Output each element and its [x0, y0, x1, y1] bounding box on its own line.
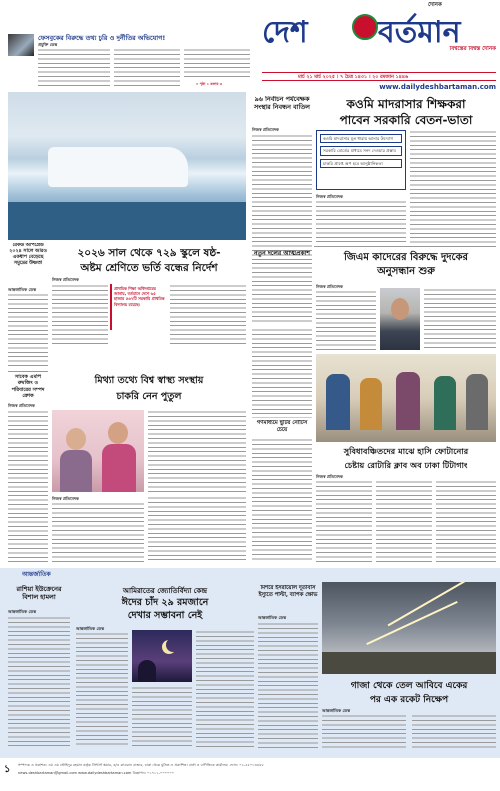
jiaul-byline: নিজস্ব প্রতিবেদক — [316, 284, 343, 289]
school-quote-text: প্রাথমিক শিক্ষা অধিদপ্তরের জানায়, বর্তমানে দেশে ৬৫ হাজার ৫৬৭টি সরকারি প্রাথমিক বিদ্যালয় রয়েছে। — [114, 286, 165, 307]
election-text — [252, 134, 312, 322]
middle-text-col — [252, 328, 312, 418]
footer-imprint-2: news.deshbartaman@gmail.com www.dailydeshbartaman.com বিজ্ঞাপন: ০১৭১১-০০০০০০ — [18, 771, 174, 775]
top-left-text-col2 — [114, 48, 180, 86]
putul-photo — [52, 410, 144, 492]
gaza-byline: আন্তর্জাতিক ডেস্ক — [322, 708, 350, 713]
egypt-text — [258, 622, 318, 748]
eid-byline: আন্তর্জাতিক ডেস্ক — [76, 626, 104, 631]
refinery-text — [8, 293, 48, 369]
putul-byline: নিজস্ব প্রতিবেদক — [52, 496, 79, 501]
putul-text-col2 — [148, 410, 246, 492]
qawmi-headline-1: কওমি মাদরাসার শিক্ষকরা — [346, 97, 466, 110]
russia-byline: আন্তর্জাতিক ডেস্ক — [8, 609, 36, 614]
international-label: আন্তর্জাতিক — [22, 571, 51, 578]
rotary-text-col2 — [376, 480, 432, 562]
jiaul-headline-1: জিএম কাদেরের বিরুদ্ধে দুদকের — [343, 252, 469, 263]
school-headline-2: অষ্টম শ্রেণিতে ভর্তি বন্ধের নির্দেশ — [80, 262, 218, 274]
gazipur-byline: নিজস্ব প্রতিবেদক — [8, 403, 35, 408]
masthead-date: মার্চ ২১ মার্চ ২০২৫ । ৭ চৈত্র ১৪৩১ । ২০ রমজান ১৪৪৬ — [298, 75, 408, 80]
putul-headline-2: চাকরি নেন পুতুল — [116, 391, 182, 402]
jiaul-text-col1 — [316, 290, 376, 350]
jiaul-portrait — [380, 288, 420, 350]
school-headline-1: ২০২৬ সাল থেকে ৭২৯ স্কুলে ষষ্ঠ- — [77, 247, 221, 259]
masthead-name-a: দেশ — [262, 15, 308, 50]
qawmi-byline: নিজস্ব প্রতিবেদক — [316, 194, 343, 199]
eid-headline-1: আমিরাতের জ্যোতির্বিদ্যা কেন্দ্র — [122, 587, 208, 595]
qawmi-text-left — [316, 200, 406, 244]
election-byline: নিজস্ব প্রতিবেদক — [252, 127, 279, 132]
jiaul-headline-2: অনুসন্ধান শুরু — [377, 266, 435, 277]
egypt-headline: মিশরে ইসরায়েলি দূতাবাস ইস্যুতে পাল্টা, ব্যাপক ক্ষোভ — [258, 585, 318, 598]
egypt-byline: আন্তর্জাতিক ডেস্ক — [258, 615, 286, 620]
divider — [8, 371, 48, 372]
rotary-photo — [316, 354, 496, 442]
new-party-headline: নতুন দলের আত্মপ্রকাশ — [254, 250, 310, 257]
jiaul-text-col3 — [424, 288, 496, 350]
eid-headline-3: দেখার সম্ভাবনা নেই — [127, 610, 203, 621]
eid-text-col3 — [196, 630, 254, 748]
top-left-byline: প্রযুক্তি ডেস্ক — [38, 42, 58, 47]
masthead-title — [262, 6, 494, 50]
gaza-headline-1: গাজা থেকে তেল আবিবে একের — [350, 681, 468, 691]
gaza-rocket-photo — [322, 582, 496, 674]
top-left-text-col3 — [184, 48, 250, 80]
putul-text-col1b — [52, 502, 144, 562]
putul-text-col2b — [148, 496, 246, 562]
page-number: ১ — [4, 764, 11, 775]
gaza-text-col2 — [412, 714, 496, 748]
russia-headline: রাশিয়া ইউক্রেনের বিশাল হামলা — [16, 585, 62, 601]
rotary-text-col3 — [436, 480, 496, 562]
qawmi-point: চাকরি প্রাপ্তে অপ হবে আনুষ্ঠানিকতা — [320, 159, 402, 168]
rotary-headline-2: চেষ্টায় রোটারি ক্লাব অব ঢাকা টিটাগাং — [344, 460, 468, 470]
school-quote — [110, 284, 168, 330]
masthead-website[interactable]: www.dailydeshbartaman.com — [379, 83, 496, 91]
masthead-prefix: দৈনিক — [428, 2, 442, 8]
iceberg-photo — [8, 92, 246, 240]
gazipur-headline: সাবেক এমপি রুমজিং ও পরিবারের সম্পদ ক্রোক — [11, 374, 45, 400]
divider — [314, 246, 496, 247]
moon-photo — [132, 630, 192, 682]
qawmi-text-right — [410, 130, 496, 244]
eid-text-col1 — [76, 632, 128, 748]
election-headline: ৯৬ নির্বাচন পর্যবেক্ষক সংস্থার নিবন্ধন বাতিল — [254, 96, 310, 111]
russia-text — [8, 616, 70, 748]
rotary-byline: নিজস্ব প্রতিবেদক — [316, 474, 343, 479]
school-text-col1 — [52, 284, 108, 344]
qawmi-point: কওমি মাদরাসার মূল ধারায় আনার উদ্যোগ — [320, 134, 402, 143]
masthead-slogan: বিশ্বস্তের বিশ্বস্ত দৈনিক — [449, 46, 496, 52]
school-text-col3 — [170, 284, 246, 344]
qawmi-points-box — [316, 130, 406, 190]
putul-headline-1: মিথ্যা তথ্যে বিশ্ব স্বাস্থ্য সংস্থায় — [94, 375, 204, 386]
gazipur-text — [8, 410, 48, 562]
school-byline: নিজস্ব প্রতিবেদক — [52, 277, 79, 282]
top-left-text-col1 — [38, 48, 110, 86]
rotary-text-col1 — [316, 480, 372, 562]
rotary-headline-1: সুবিধাবঞ্চিতদের মাঝে হাসি ফোটানোর — [343, 446, 469, 456]
qawmi-point: সরকারি বোর্ডের মাধ্যমে সনদ দেওয়ার প্রস্তাব — [320, 146, 402, 155]
footer-imprint-1: সম্পাদক ও প্রকাশক: এম এম তৌহিদুর রহমান কর্তৃক প্রিন্টার্স স্কয়ার, ৩/এ কাওরান বাজার, ঢাকা থেকে মুদ্রিত ও প্রকাশিত। বার্তা ও বাণিজ্যিক কার্যালয়: ফোন: ০২-৫৫০১৩৪৪৮ — [18, 763, 264, 767]
phone-photo — [8, 34, 34, 56]
gaza-text-col1 — [322, 714, 406, 748]
refinery-headline: রেকর্ড আপগ্রেড ২০২৪ সালে আরও একধাপ বেড়েছে সমুদ্রের উষ্ণতা — [9, 243, 47, 266]
refinery-byline: আন্তর্জাতিক ডেস্ক — [8, 287, 36, 292]
masthead-date-bar — [262, 72, 496, 81]
gaza-headline-2: পর এক রকেট নিক্ষেপ — [369, 695, 449, 705]
holiday-headline: গণমাধ্যমে ছুটির নোটিস চেয়ে — [256, 420, 308, 433]
top-left-headline: ফেসবুকের বিরুদ্ধে তথ্য চুরি ও দুর্নীতির অভিযোগ! — [38, 34, 166, 41]
top-left-continued: » পৃষ্ঠা ২ কলাম ৩ — [196, 82, 223, 86]
holiday-text — [252, 438, 312, 562]
qawmi-headline-2: পাবেন সরকারি বেতন-ভাতা — [339, 113, 473, 126]
masthead-name-b: বর্তমান — [378, 15, 461, 50]
eid-headline-2: ঈদের চাঁদ ২৯ রমজানে — [121, 597, 209, 608]
logo-emblem — [352, 14, 378, 40]
eid-text-col2 — [132, 686, 192, 748]
